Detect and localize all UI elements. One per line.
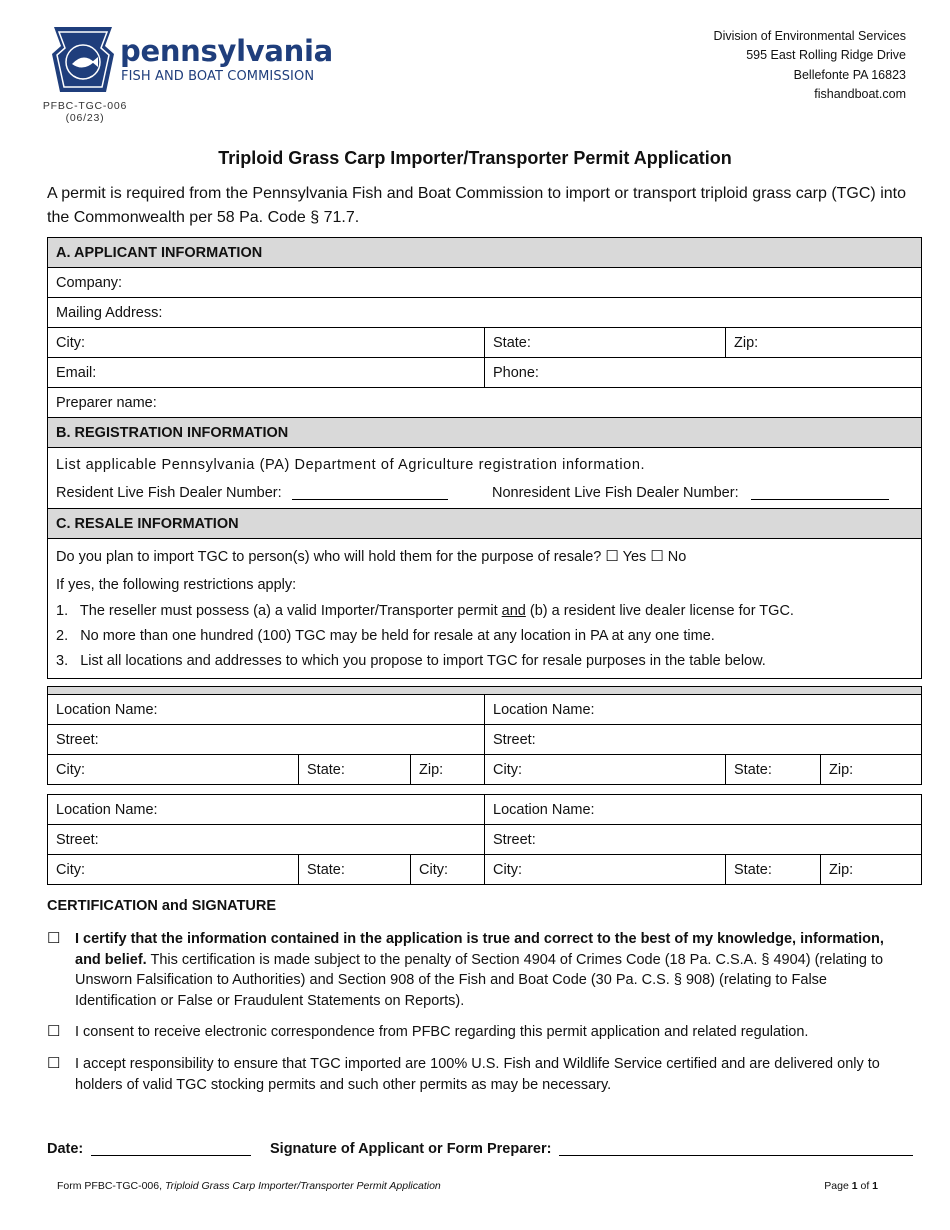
location-street-field[interactable]: Street: <box>48 725 485 755</box>
list-item <box>56 599 913 624</box>
date-group <box>47 1141 251 1157</box>
restrictions-intro: If yes, the following restrictions apply: <box>56 577 297 593</box>
restriction-text: No more than one hundred (100) TGC may be held for resale at any location in PA at any one time. <box>80 628 715 644</box>
resale-question: Do you plan to import TGC to person(s) who will hold them for the purpose of resale? <box>56 549 602 565</box>
page-of: of <box>857 1180 873 1192</box>
footer-form-title: Triploid Grass Carp Importer/Transporter Permit Application <box>164 1180 441 1192</box>
form-code-date: (06/23) <box>65 112 105 124</box>
intro-text: A permit is required from the Pennsylvania Fish and Boat Commission to import or transport triploid grass carp (TGC) into the Commonwealth per 58 Pa. Code § 71.7. <box>47 185 906 226</box>
responsibility-text: I accept responsibility to ensure that TGC imported are 100% U.S. Fish and Wildlife Service certified and are delivered only to holders of valid TGC stocking permits and such other permits as may be necessary. <box>75 1056 880 1093</box>
location-city-field[interactable]: City: <box>411 855 485 885</box>
responsibility-checkbox[interactable]: ☐ <box>47 1055 61 1072</box>
location-table-1 <box>47 686 922 785</box>
location-city-field[interactable]: City: <box>485 755 726 785</box>
location-name-field[interactable]: Location Name: <box>485 695 922 725</box>
preparer-name-field[interactable]: Preparer name: <box>48 388 922 418</box>
location-zip-field[interactable]: Zip: <box>821 755 922 785</box>
signature-group <box>270 1141 913 1157</box>
address-line: Bellefonte PA 16823 <box>793 67 906 82</box>
certify-text <box>75 929 897 1011</box>
restriction-and: and <box>501 603 526 619</box>
page-current: 1 <box>851 1180 858 1192</box>
section-b-heading: B. REGISTRATION INFORMATION <box>48 418 922 448</box>
consent-statement <box>47 1022 897 1043</box>
nonresident-dealer-input[interactable] <box>751 485 889 500</box>
section-c-heading: C. RESALE INFORMATION <box>48 509 922 539</box>
certify-rest: This certification is made subject to the penalty of Section 4904 of Crimes Code (18 Pa. C.S.A. § 4904) (relating to Unsworn Falsification to Authorities) and Section 908 of the Fish and Boat Code (30 Pa. C.S. § 908) (relating to False Identification or False or Fraudulent Statements on Reports). <box>75 951 884 1009</box>
location-city-field[interactable]: City: <box>48 755 299 785</box>
yes-checkbox[interactable]: ☐ <box>605 548 619 565</box>
form-code-number: PFBC-TGC-006 <box>42 100 128 112</box>
form-code <box>40 100 130 124</box>
location-state-field[interactable]: State: <box>299 855 411 885</box>
certification-heading: CERTIFICATION and SIGNATURE <box>47 898 277 914</box>
resale-cell <box>48 539 922 679</box>
certify-checkbox[interactable]: ☐ <box>47 930 61 947</box>
location-name-field[interactable]: Location Name: <box>485 795 922 825</box>
location-table-spacer <box>48 687 922 695</box>
location-name-field[interactable]: Location Name: <box>48 795 485 825</box>
nonresident-dealer-group <box>492 479 889 507</box>
section-a-heading: A. APPLICANT INFORMATION <box>48 238 922 268</box>
location-city-field[interactable]: City: <box>48 855 299 885</box>
certify-bold: I certify that the information contained in the application is true and correct to the best of my knowledge, information, and belief. <box>75 931 884 968</box>
list-item <box>56 649 913 674</box>
footer-form-name <box>57 1180 441 1192</box>
address-line: Division of Environmental Services <box>713 29 906 43</box>
page-title: Triploid Grass Carp Importer/Transporter Permit Application <box>218 148 732 168</box>
resident-dealer-input[interactable] <box>292 485 448 500</box>
phone-field[interactable]: Phone: <box>485 358 922 388</box>
responsibility-statement <box>47 1054 897 1095</box>
consent-checkbox[interactable]: ☐ <box>47 1023 61 1040</box>
location-street-field[interactable]: Street: <box>48 825 485 855</box>
restriction-text-a: The reseller must possess (a) a valid Importer/Transporter permit <box>79 603 498 619</box>
restriction-number: 2. <box>56 628 69 644</box>
no-label: No <box>667 549 687 565</box>
signature-input[interactable] <box>559 1141 913 1156</box>
location-state-field[interactable]: State: <box>726 755 821 785</box>
no-checkbox[interactable]: ☐ <box>650 548 664 565</box>
email-field[interactable]: Email: <box>48 358 485 388</box>
restriction-number: 3. <box>56 653 69 669</box>
logo-wordmark: pennsylvania <box>120 34 333 68</box>
address-block <box>714 27 906 104</box>
address-line: 595 East Rolling Ridge Drive <box>746 48 906 63</box>
page-label: Page <box>824 1180 852 1192</box>
address-website: fishandboat.com <box>814 86 906 101</box>
date-label: Date: <box>47 1141 84 1157</box>
logo-subtitle: FISH AND BOAT COMMISSION <box>121 69 315 84</box>
restriction-text: List all locations and addresses to which you propose to import TGC for resale purposes in the table below. <box>80 653 766 669</box>
consent-text: I consent to receive electronic correspondence from PFBC regarding this permit application and related regulation. <box>75 1024 809 1040</box>
page-total: 1 <box>872 1180 878 1192</box>
location-state-field[interactable]: State: <box>299 755 411 785</box>
mailing-address-field[interactable]: Mailing Address: <box>48 298 922 328</box>
company-field[interactable]: Company: <box>48 268 922 298</box>
restriction-text-b: (b) a resident live dealer license for TGC. <box>529 603 794 619</box>
footer-form-prefix: Form PFBC-TGC-006, <box>57 1180 165 1192</box>
registration-cell <box>48 448 922 509</box>
certify-statement <box>47 929 897 1011</box>
resident-dealer-label: Resident Live Fish Dealer Number: <box>56 485 282 501</box>
location-name-field[interactable]: Location Name: <box>48 695 485 725</box>
applicant-registration-table <box>47 237 922 679</box>
dealer-number-row <box>56 479 913 507</box>
yes-label: Yes <box>622 549 647 565</box>
zip-field[interactable]: Zip: <box>726 328 922 358</box>
date-input[interactable] <box>91 1141 251 1156</box>
list-item <box>56 624 913 649</box>
restriction-number: 1. <box>56 603 69 619</box>
location-table-2 <box>47 794 922 885</box>
state-field[interactable]: State: <box>485 328 726 358</box>
signature-label: Signature of Applicant or Form Preparer: <box>270 1141 552 1157</box>
nonresident-dealer-label: Nonresident Live Fish Dealer Number: <box>492 485 739 501</box>
page-number <box>824 1180 878 1192</box>
registration-instruction: List applicable Pennsylvania (PA) Department of Agriculture registration information. <box>56 457 646 473</box>
location-zip-field[interactable]: Zip: <box>411 755 485 785</box>
resale-question-row <box>56 542 913 571</box>
restrictions-list <box>56 599 913 674</box>
location-street-field[interactable]: Street: <box>485 825 922 855</box>
location-state-field[interactable]: State: <box>726 855 821 885</box>
location-zip-field[interactable]: Zip: <box>821 855 922 885</box>
keystone-emblem-icon <box>48 24 118 98</box>
city-field[interactable]: City: <box>48 328 485 358</box>
location-street-field[interactable]: Street: <box>485 725 922 755</box>
location-city-field[interactable]: City: <box>485 855 726 885</box>
